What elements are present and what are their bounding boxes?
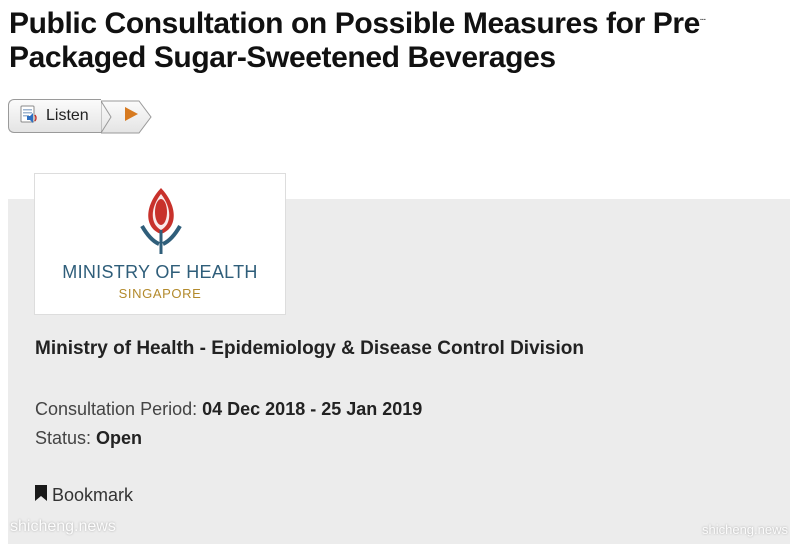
bookmark-icon — [34, 484, 48, 507]
watermark-right: shicheng.news — [702, 522, 788, 537]
watermark-left: shicheng.news — [10, 518, 116, 535]
page-title-line1: Public Consultation on Possible Measures for Pre — [9, 7, 700, 40]
bookmark-label: Bookmark — [52, 485, 134, 505]
status-value: Open — [96, 428, 143, 448]
listen-label: Listen — [46, 107, 89, 124]
play-button[interactable] — [101, 100, 153, 132]
logo-text-ministry: MINISTRY OF HEALTH — [62, 262, 258, 282]
title-marker: ··· — [699, 17, 706, 24]
speaker-icon — [19, 104, 39, 129]
status-label: Status: — [35, 428, 92, 448]
period-value: 04 Dec 2018 - 25 Jan 2019 — [202, 399, 423, 419]
page-title — [9, 4, 769, 75]
moh-logo — [34, 173, 286, 315]
logo-text-singapore: SINGAPORE — [118, 286, 202, 301]
period-label: Consultation Period: — [35, 399, 198, 419]
play-icon — [123, 106, 139, 127]
listen-button[interactable] — [8, 99, 153, 133]
consultation-status — [35, 428, 142, 449]
division-name: Ministry of Health - Epidemiology & Disease Control Division — [35, 338, 584, 359]
page-title-line2: Packaged Sugar-Sweetened Beverages — [9, 41, 556, 74]
moh-emblem — [136, 186, 186, 258]
listen-main[interactable] — [8, 99, 101, 133]
bookmark-link[interactable] — [34, 484, 133, 507]
consultation-period — [35, 399, 422, 420]
